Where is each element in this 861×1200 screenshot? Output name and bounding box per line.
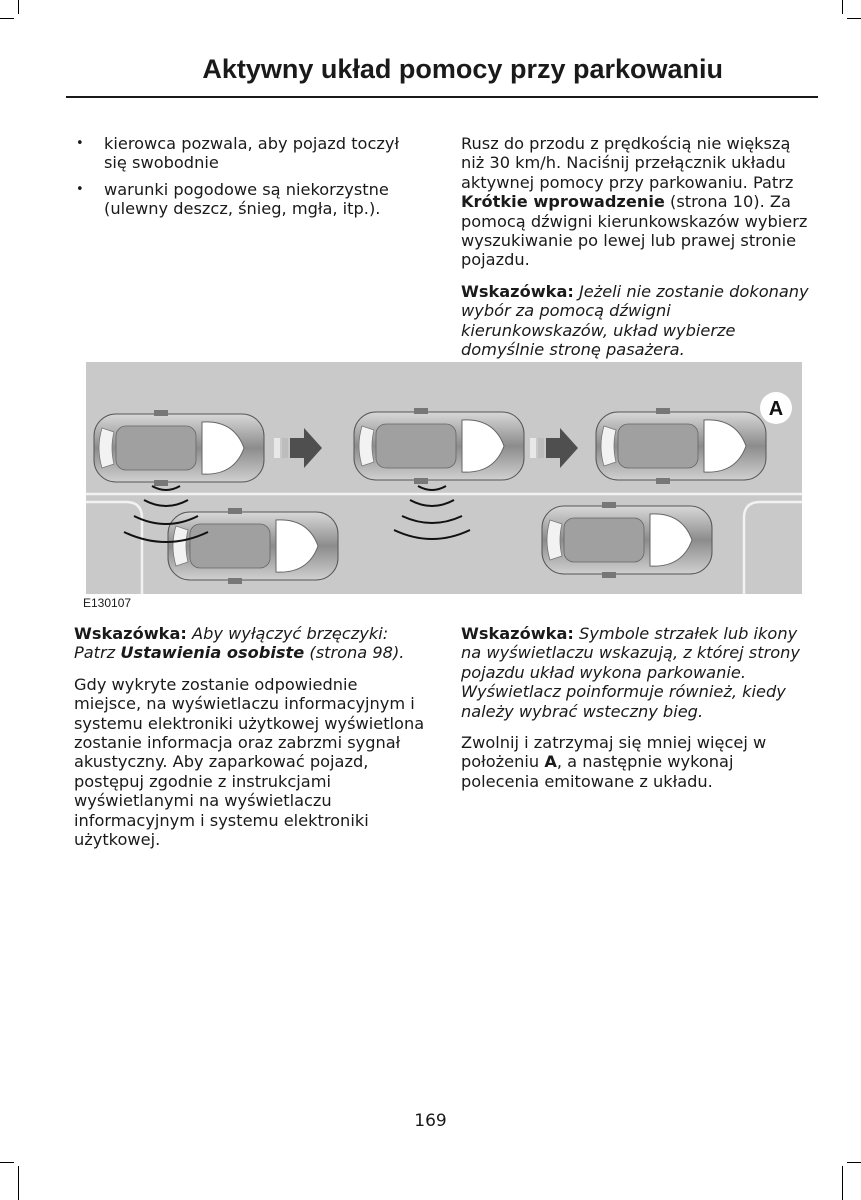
body-paragraph: Gdy wykryte zostanie odpowiednie miejsce, na wyświetlaczu informacyjnym i systemu elektroniki użytkowej wyświetlona zostanie informacja oraz zabrzmi sygnał akustyczny. Aby zaparkować pojazd, postępuj zgodnie z instrukcjami wyświetlanymi na wyświetlaczu informacyjnym i systemu elektroniki użytkowej. [74,674,425,850]
note-text: Aby wyłączyć brzęczyki: Patrz [74,624,389,663]
crop-mark [847,18,861,19]
note-paragraph [461,624,815,721]
note-paragraph [461,282,817,360]
cross-reference-link[interactable]: Ustawienia osobiste [120,643,305,663]
right-column-bottom [461,624,815,803]
paragraph-text: , a następnie wykonaj polecenia emitowane z układu. [461,752,734,791]
note-paragraph [74,624,426,663]
car-position-3 [596,408,766,484]
paragraph-text: Zwolnij i zatrzymaj się mniej więcej w położeniu [461,733,767,772]
page-reference: (strona 10). [664,192,765,212]
arrow-icon [274,428,322,468]
page-reference: (strona 98). [304,643,405,663]
list-item: • warunki pogodowe są niekorzystne (ulewny deszcz, śnieg, mgła, itp.). [74,180,420,219]
list-item: • kierowca pozwala, aby pojazd toczył się swobodnie [74,134,420,173]
note-text: Jeżeli nie zostanie dokonany wybór za pomocą dźwigni kierunkowskazów, układ wybierze domyślnie stronę pasażera. [461,281,809,360]
page-title: Aktywny układ pomocy przy parkowaniu [202,54,723,84]
title-divider [66,96,818,98]
page-number: 169 [414,1111,447,1131]
parking-illustration [86,362,802,594]
figure-id: E130107 [83,596,132,610]
parked-car-left [168,508,338,584]
cross-reference-link[interactable]: Krótkie wprowadzenie [461,192,665,212]
crop-mark [842,0,843,14]
car-position-1 [94,410,264,486]
left-column-top [74,134,420,226]
car-position-2 [354,408,524,484]
parked-car-right [542,502,712,578]
left-column-bottom [74,624,426,861]
crop-mark [842,1166,843,1200]
instruction-paragraph [461,134,817,270]
crop-mark [0,1162,14,1163]
right-column-top [461,134,817,371]
crop-mark [847,1162,861,1163]
crop-mark [0,18,14,19]
position-label-a: A [768,398,784,420]
arrow-icon [530,428,578,468]
parking-diagram [86,362,802,594]
crop-mark [18,1166,19,1200]
note-label: Wskazówka: [74,624,187,643]
instruction-paragraph [461,733,815,791]
note-label: Wskazówka: [461,281,574,301]
condition-list [74,134,420,219]
position-reference: A [544,752,557,772]
paragraph-text: Za pomocą dźwigni kierunkowskazów wybierz wyszukiwanie po lewej lub prawej stronie pojazdu. [461,192,808,270]
note-text: Symbole strzałek lub ikony na wyświetlaczu wskazują, z której strony pojazdu układ wykona parkowanie. Wyświetlacz poinformuje również, kiedy należy wybrać wsteczny bieg. [461,624,800,721]
note-label: Wskazówka: [461,624,574,643]
paragraph-text: Rusz do przodu z prędkością nie większą niż 30 km/h. Naciśnij przełącznik układu aktywnej pomocy przy parkowaniu. Patrz [461,134,794,192]
crop-mark [18,0,19,14]
